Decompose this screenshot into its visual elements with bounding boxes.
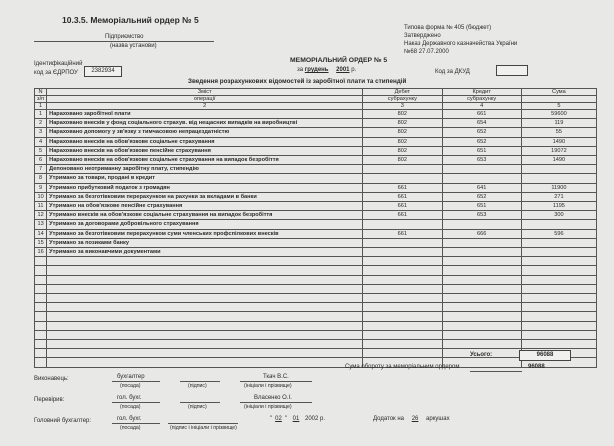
row-debit: 802 bbox=[363, 156, 442, 165]
enterprise-line bbox=[34, 41, 214, 42]
row-sum bbox=[521, 330, 596, 339]
table-row bbox=[35, 275, 597, 284]
col-header-content: Зміст bbox=[47, 89, 363, 96]
col-header-debit: Дебет bbox=[363, 89, 442, 96]
col-number: 4 bbox=[442, 103, 521, 110]
sub-initials: (ініціали і прізвище) bbox=[244, 383, 292, 389]
table-row bbox=[35, 248, 597, 257]
table-row bbox=[35, 257, 597, 266]
row-operation: Утримано за позиками банку bbox=[47, 238, 363, 247]
row-operation: Утримано за товари, продані в кредит bbox=[47, 174, 363, 183]
row-debit bbox=[363, 303, 442, 312]
period-year: 2001 bbox=[336, 67, 350, 73]
row-debit bbox=[363, 174, 442, 183]
chief-position: гол. бухг. bbox=[117, 416, 142, 422]
row-debit bbox=[363, 248, 442, 257]
total-value: 96088 bbox=[519, 350, 571, 361]
table-row bbox=[35, 229, 597, 238]
ident-code-box: 2382934 bbox=[84, 66, 122, 77]
row-credit: 652 bbox=[442, 128, 521, 137]
row-credit bbox=[442, 174, 521, 183]
row-operation: Утримано внесків на обов'язкове соціальне страхування на випадок безробіття bbox=[47, 211, 363, 220]
row-operation: Утримано за безготівковим перерахунком на рахунки за вкладами в банки bbox=[47, 192, 363, 201]
ident-label-1: Ідентифікаційний bbox=[34, 61, 83, 67]
column-number-row bbox=[35, 103, 597, 110]
sig-line bbox=[168, 423, 238, 424]
row-credit: 641 bbox=[442, 183, 521, 192]
row-credit bbox=[442, 284, 521, 293]
table-row bbox=[35, 165, 597, 174]
form-line-4: №68 27.07.2000 bbox=[404, 49, 449, 55]
row-debit bbox=[363, 257, 442, 266]
row-sum bbox=[521, 248, 596, 257]
row-operation: Утримано на обов'язкове пенсійне страхування bbox=[47, 202, 363, 211]
table-row bbox=[35, 174, 597, 183]
sig-line bbox=[112, 381, 160, 382]
row-operation bbox=[47, 330, 363, 339]
checked-name: Власенко О.І. bbox=[254, 395, 292, 401]
row-number: 11 bbox=[35, 202, 47, 211]
checked-label: Перевірив: bbox=[34, 397, 65, 403]
row-debit: 802 bbox=[363, 128, 442, 137]
row-number: 8 bbox=[35, 174, 47, 183]
row-debit bbox=[363, 165, 442, 174]
row-operation: Утримано за виконавчими документами bbox=[47, 248, 363, 257]
row-sum bbox=[521, 339, 596, 348]
row-operation bbox=[47, 266, 363, 275]
row-operation: Нараховано заробітної плати bbox=[47, 110, 363, 119]
turnover-label: Сума обороту за меморіальним ордером bbox=[345, 364, 460, 370]
sub-signature: (підпис) bbox=[188, 383, 207, 389]
row-number bbox=[35, 303, 47, 312]
table-row bbox=[35, 330, 597, 339]
row-number: 16 bbox=[35, 248, 47, 257]
row-number bbox=[35, 321, 47, 330]
row-number bbox=[35, 284, 47, 293]
row-credit bbox=[442, 312, 521, 321]
row-number: 1 bbox=[35, 110, 47, 119]
row-sum: 1490 bbox=[521, 156, 596, 165]
row-credit bbox=[442, 266, 521, 275]
dkud-box bbox=[496, 65, 528, 76]
table-row bbox=[35, 137, 597, 146]
row-credit bbox=[442, 339, 521, 348]
row-sum: 55 bbox=[521, 128, 596, 137]
header-row-bottom bbox=[35, 96, 597, 103]
row-credit: 661 bbox=[442, 110, 521, 119]
row-debit bbox=[363, 238, 442, 247]
sig-line bbox=[180, 381, 220, 382]
appendix bbox=[373, 416, 450, 422]
row-sum bbox=[521, 220, 596, 229]
turnover-line bbox=[470, 371, 522, 372]
row-credit: 652 bbox=[442, 192, 521, 201]
composed-position: бухгалтер bbox=[117, 374, 145, 380]
row-debit: 802 bbox=[363, 146, 442, 155]
row-number bbox=[35, 257, 47, 266]
table-row bbox=[35, 339, 597, 348]
sign-date bbox=[270, 416, 325, 422]
sub-signature: (підпис) bbox=[188, 404, 207, 410]
sub-sig-initials: (підпис і ініціали і прізвище) bbox=[170, 425, 237, 431]
table-row bbox=[35, 266, 597, 275]
row-credit bbox=[442, 330, 521, 339]
table-row bbox=[35, 220, 597, 229]
col-header-sum: Сума bbox=[521, 89, 596, 96]
row-operation bbox=[47, 294, 363, 303]
row-debit: 802 bbox=[363, 119, 442, 128]
period-suffix: р. bbox=[351, 67, 357, 73]
row-operation bbox=[47, 349, 363, 358]
row-number bbox=[35, 339, 47, 348]
col-header-credit: Кредит bbox=[442, 89, 521, 96]
row-debit bbox=[363, 349, 442, 358]
row-number: 7 bbox=[35, 165, 47, 174]
col-subheader-debit: субрахунку bbox=[363, 96, 442, 103]
row-debit bbox=[363, 284, 442, 293]
row-number: 9 bbox=[35, 183, 47, 192]
row-operation bbox=[47, 339, 363, 348]
row-debit bbox=[363, 266, 442, 275]
row-operation: Депоновано неотриманну заробітну плату, стипендію bbox=[47, 165, 363, 174]
col-subheader-credit: субрахунку bbox=[442, 96, 521, 103]
row-debit bbox=[363, 321, 442, 330]
row-operation: Нараховано внесків на обов'язкове соціальне страхування bbox=[47, 137, 363, 146]
table-row bbox=[35, 119, 597, 128]
row-operation bbox=[47, 257, 363, 266]
row-credit bbox=[442, 238, 521, 247]
period-prefix: за bbox=[297, 67, 304, 73]
row-credit: 651 bbox=[442, 146, 521, 155]
row-sum: 596 bbox=[521, 229, 596, 238]
col-number: 5 bbox=[521, 103, 596, 110]
row-number: 12 bbox=[35, 211, 47, 220]
row-credit: 653 bbox=[442, 156, 521, 165]
col-subheader-n: з/п bbox=[35, 96, 47, 103]
row-debit bbox=[363, 220, 442, 229]
row-credit: 652 bbox=[442, 137, 521, 146]
row-operation: Утримано за договорами добровільного страхування bbox=[47, 220, 363, 229]
row-number bbox=[35, 358, 47, 367]
row-debit: 661 bbox=[363, 183, 442, 192]
composed-label: Виконавець: bbox=[34, 376, 69, 382]
col-subheader-content: операції bbox=[47, 96, 363, 103]
period bbox=[297, 67, 356, 73]
row-sum bbox=[521, 275, 596, 284]
row-number: 4 bbox=[35, 137, 47, 146]
row-number bbox=[35, 349, 47, 358]
appendix-suffix: аркушах bbox=[426, 416, 450, 422]
row-sum bbox=[521, 174, 596, 183]
row-number bbox=[35, 266, 47, 275]
row-debit bbox=[363, 330, 442, 339]
table-row bbox=[35, 321, 597, 330]
row-debit bbox=[363, 312, 442, 321]
row-sum: 271 bbox=[521, 192, 596, 201]
row-debit: 661 bbox=[363, 202, 442, 211]
row-sum: 59600 bbox=[521, 110, 596, 119]
row-credit bbox=[442, 257, 521, 266]
composed-name: Ткач В.С. bbox=[263, 374, 289, 380]
chief-label: Головний бухгалтер: bbox=[34, 418, 92, 424]
row-number: 15 bbox=[35, 238, 47, 247]
table-row bbox=[35, 303, 597, 312]
turnover-value: 96088 bbox=[528, 364, 545, 370]
row-number: 5 bbox=[35, 146, 47, 155]
table-row bbox=[35, 312, 597, 321]
sub-position: (посада) bbox=[120, 404, 141, 410]
sig-line bbox=[112, 402, 160, 403]
checked-position: гол. бухг. bbox=[117, 395, 142, 401]
date-month: 01 bbox=[292, 416, 300, 422]
date-quote: " bbox=[284, 416, 287, 422]
row-operation: Утримано прибутковий податок з громадян bbox=[47, 183, 363, 192]
row-number: 14 bbox=[35, 229, 47, 238]
form-line-1: Типова форма № 405 (бюджет) bbox=[404, 25, 492, 31]
row-operation bbox=[47, 358, 363, 367]
row-credit bbox=[442, 220, 521, 229]
row-sum: 11900 bbox=[521, 183, 596, 192]
row-debit: 661 bbox=[363, 211, 442, 220]
form-line-3: Наказ Державного казначейства України bbox=[404, 41, 518, 47]
row-operation: Нараховано допомогу у зв'язку з тимчасовою непрацездатністю bbox=[47, 128, 363, 137]
row-debit: 802 bbox=[363, 110, 442, 119]
row-sum bbox=[521, 294, 596, 303]
row-number: 6 bbox=[35, 156, 47, 165]
row-debit bbox=[363, 275, 442, 284]
row-sum bbox=[521, 303, 596, 312]
col-number: 2 bbox=[47, 103, 363, 110]
col-subheader-sum bbox=[521, 96, 596, 103]
col-number: 1 bbox=[35, 103, 47, 110]
row-number: 2 bbox=[35, 119, 47, 128]
row-credit: 653 bbox=[442, 211, 521, 220]
row-credit bbox=[442, 248, 521, 257]
row-sum bbox=[521, 257, 596, 266]
row-operation bbox=[47, 303, 363, 312]
row-credit bbox=[442, 165, 521, 174]
row-sum bbox=[521, 284, 596, 293]
table-row bbox=[35, 146, 597, 155]
row-number: 3 bbox=[35, 128, 47, 137]
row-operation: Утримано за безготівковим перерахунком суми членських профспілкових внесків bbox=[47, 229, 363, 238]
row-sum: 1195 bbox=[521, 202, 596, 211]
row-credit bbox=[442, 303, 521, 312]
sig-line bbox=[240, 402, 312, 403]
table-row bbox=[35, 110, 597, 119]
sig-line bbox=[112, 423, 160, 424]
row-operation bbox=[47, 275, 363, 284]
table-row bbox=[35, 358, 597, 367]
row-sum bbox=[521, 321, 596, 330]
date-day: 02 bbox=[275, 416, 282, 422]
sig-line bbox=[240, 381, 312, 382]
date-quote: " bbox=[270, 416, 273, 422]
row-sum: 19072 bbox=[521, 146, 596, 155]
table-row bbox=[35, 192, 597, 201]
row-operation: Нараховано внесків у фонд соціального страхув. від нещасних випадків на виробництві bbox=[47, 119, 363, 128]
row-number bbox=[35, 330, 47, 339]
row-debit bbox=[363, 294, 442, 303]
row-operation: Нараховано внесків на обов'язкове пенсійне страхування bbox=[47, 146, 363, 155]
ident-label-2: код за ЄДРПОУ bbox=[34, 70, 78, 76]
total-label: Усього: bbox=[470, 352, 493, 358]
table-row bbox=[35, 294, 597, 303]
operations-table bbox=[34, 88, 597, 368]
row-sum bbox=[521, 238, 596, 247]
form-line-2: Затверджено bbox=[404, 33, 441, 39]
row-number: 13 bbox=[35, 220, 47, 229]
row-operation bbox=[47, 284, 363, 293]
table-row bbox=[35, 238, 597, 247]
row-debit: 802 bbox=[363, 137, 442, 146]
section-title: 10.3.5. Меморіальний ордер № 5 bbox=[62, 15, 199, 25]
sub-position: (посада) bbox=[120, 383, 141, 389]
period-month: грудень bbox=[304, 67, 329, 73]
col-header-n: N bbox=[35, 89, 47, 96]
row-number bbox=[35, 294, 47, 303]
order-title: МЕМОРІАЛЬНИЙ ОРДЕР № 5 bbox=[290, 57, 388, 64]
dkud-label: Код за ДКУД bbox=[435, 69, 470, 75]
sig-line bbox=[180, 402, 220, 403]
table-row bbox=[35, 128, 597, 137]
row-credit: 666 bbox=[442, 229, 521, 238]
table-row bbox=[35, 211, 597, 220]
row-credit: 654 bbox=[442, 119, 521, 128]
row-operation: Нараховано внесків на обов'язкове соціальне страхування на випадок безробіття bbox=[47, 156, 363, 165]
sub-initials: (ініціали і прізвище) bbox=[244, 404, 292, 410]
header-row-top bbox=[35, 89, 597, 96]
row-credit bbox=[442, 275, 521, 284]
row-debit: 661 bbox=[363, 229, 442, 238]
row-sum bbox=[521, 165, 596, 174]
row-sum bbox=[521, 312, 596, 321]
col-number: 3 bbox=[363, 103, 442, 110]
row-sum bbox=[521, 266, 596, 275]
row-debit: 661 bbox=[363, 192, 442, 201]
sub-position: (посада) bbox=[120, 425, 141, 431]
row-sum: 1490 bbox=[521, 137, 596, 146]
date-year: 2002 bbox=[305, 416, 319, 422]
row-operation bbox=[47, 312, 363, 321]
row-number: 10 bbox=[35, 192, 47, 201]
table-row bbox=[35, 202, 597, 211]
row-number bbox=[35, 312, 47, 321]
appendix-count: 26 bbox=[411, 416, 419, 422]
appendix-label: Додаток на bbox=[373, 416, 405, 422]
row-operation bbox=[47, 321, 363, 330]
order-subtitle: Зведення розрахункових відомостей із заробітної плати та стипендій bbox=[188, 78, 407, 85]
table-row bbox=[35, 183, 597, 192]
table-row bbox=[35, 349, 597, 358]
row-sum: 119 bbox=[521, 119, 596, 128]
row-credit bbox=[442, 294, 521, 303]
row-sum: 300 bbox=[521, 211, 596, 220]
row-credit bbox=[442, 321, 521, 330]
date-suffix: р. bbox=[320, 416, 326, 422]
enterprise-label: Підприємство bbox=[105, 34, 144, 40]
row-credit: 651 bbox=[442, 202, 521, 211]
row-debit bbox=[363, 339, 442, 348]
enterprise-sub: (назва установи) bbox=[110, 43, 157, 49]
row-number bbox=[35, 275, 47, 284]
table-row bbox=[35, 156, 597, 165]
table-row bbox=[35, 284, 597, 293]
